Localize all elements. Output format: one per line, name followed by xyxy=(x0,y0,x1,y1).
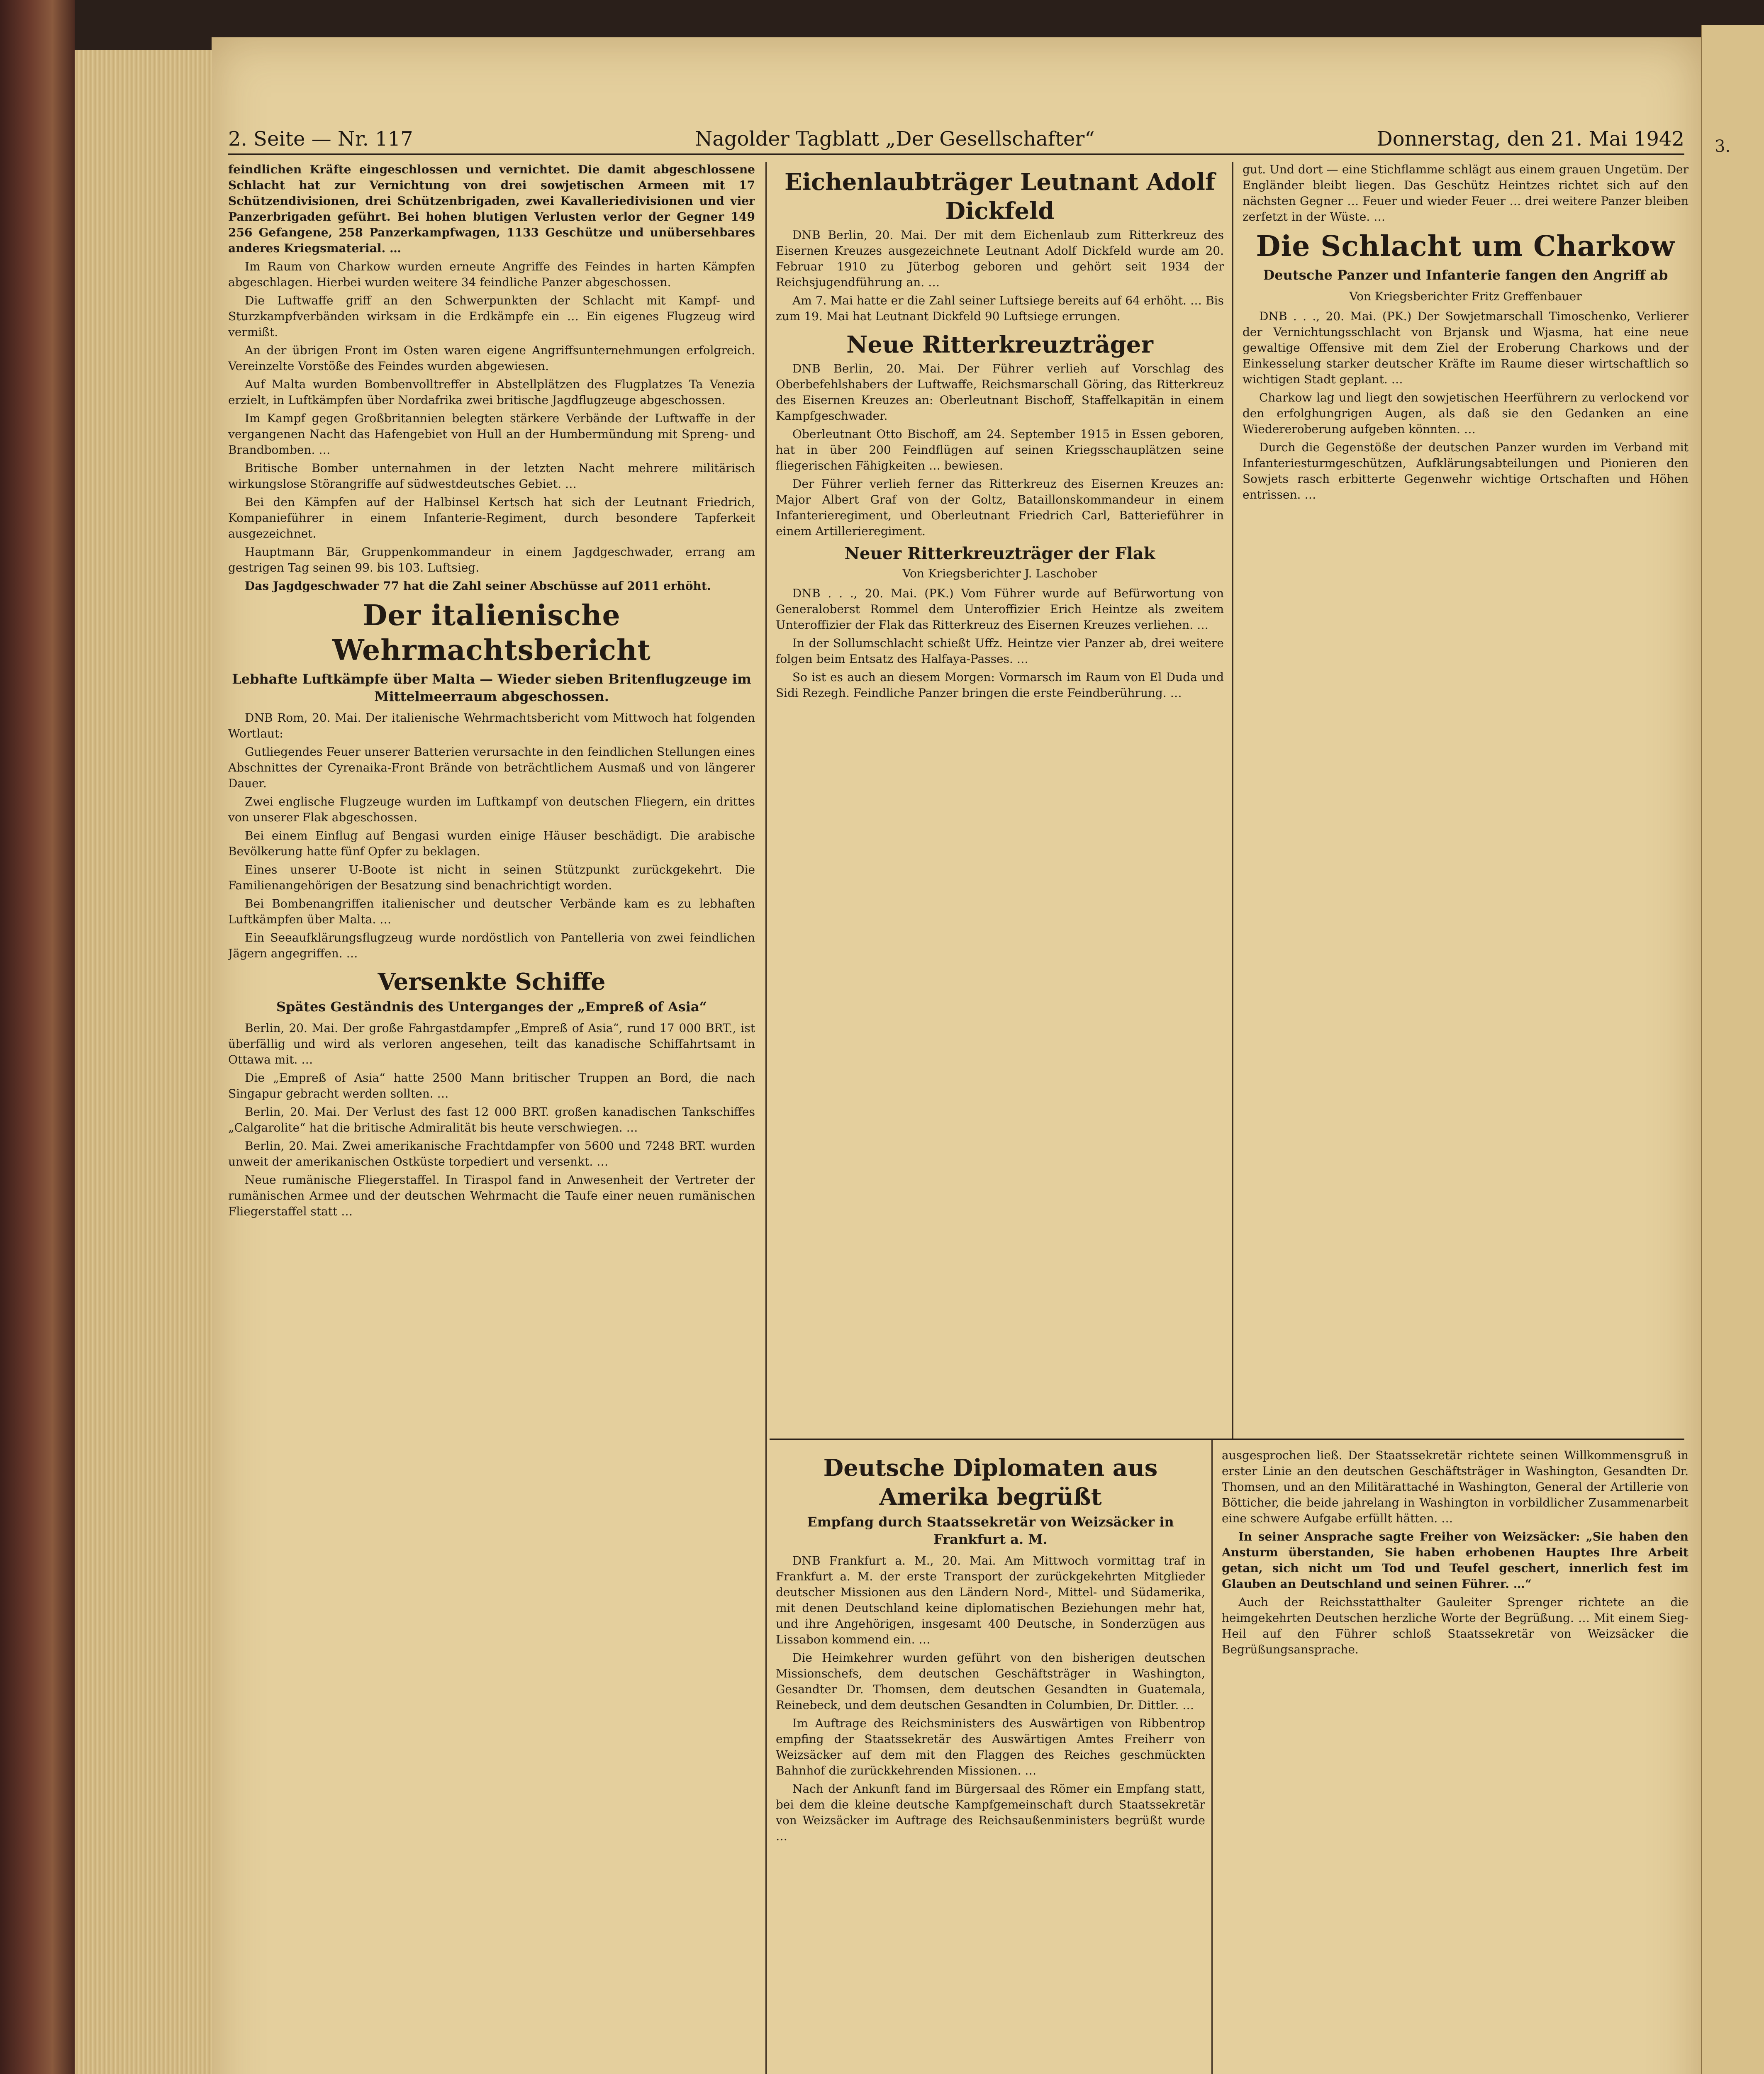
page-number: 2. Seite — Nr. 117 xyxy=(228,127,413,151)
column-2 xyxy=(776,162,1224,1431)
lower-paragraph: Auch der Reichsstatthalter Gauleiter Sprenger richtete an die heimgekehrten Deutschen herzliche Worte der Begrüßung. … Mit einem Sieg-Heil auf den Führer schloß Staatssekretär von Weizsäcker die Begrüßungsansprache. xyxy=(1222,1595,1688,1656)
col1-paragraph: DNB Rom, 20. Mai. Der italienische Wehrmachtsbericht vom Mittwoch hat folgenden Wortlaut: xyxy=(228,711,755,740)
knights-cross-headline: Neue Ritterkreuzträger xyxy=(846,331,1153,358)
charkow-byline: Von Kriegsberichter Fritz Greffenbauer xyxy=(1349,290,1582,303)
col1-paragraph: Eines unserer U-Boote ist nicht in seinen Stützpunkt zurückgekehrt. Die Familienangehörigen der Besatzung sind benachrichtigt worden. xyxy=(228,863,755,892)
sunk-ships-subhead: Spätes Geständnis des Unterganges der „Empreß of Asia“ xyxy=(276,999,707,1015)
lower-paragraph: ausgesprochen ließ. Der Staatssekretär richtete seinen Willkommensgruß in erster Linie an den deutschen Geschäftsträger in Washington, Gesandten Dr. Thomsen, und an den Militärattaché in Washington, General der Artillerie von Bötticher, die beide jahrelang in Washington in vorbildlicher Zusammenarbeit eine schwere Aufgabe erfüllt hätten. … xyxy=(1222,1448,1688,1525)
col1-paragraph: Die „Empreß of Asia“ hatte 2500 Mann britischer Truppen an Bord, die nach Singapur gebracht werden sollten. … xyxy=(228,1071,755,1100)
col1-paragraph: Zwei englische Flugzeuge wurden im Luftkampf von deutschen Fliegern, ein drittes von unserer Flak abgeschossen. xyxy=(228,795,755,824)
column-rule-3 xyxy=(1211,1439,1213,2074)
italian-report-subhead: Lebhafte Luftkämpfe über Malta — Wieder sieben Britenflugzeuge im Mittelmeerraum abgeschossen. xyxy=(232,671,751,704)
diplomats-headline: Deutsche Diplomaten aus Amerika begrüßt xyxy=(823,1454,1158,1511)
diplomats-subhead: Empfang durch Staatssekretär von Weizsäcker in Frankfurt a. M. xyxy=(807,1514,1174,1547)
section-rule xyxy=(770,1439,1684,1440)
charkow-headline: Die Schlacht um Charkow xyxy=(1256,230,1675,263)
column-rule-1 xyxy=(765,162,767,2074)
col1-paragraph: Das Jagdgeschwader 77 hat die Zahl seiner Abschüsse auf 2011 erhöht. xyxy=(245,579,711,593)
col2-paragraph: DNB . . ., 20. Mai. (PK.) Vom Führer wurde auf Befürwortung von Generaloberst Rommel dem Unteroffizier Erich Heintze als zweitem Unteroffizier der Flak das Ritterkreuz des Eisernen Kreuzes verliehen. … xyxy=(776,587,1224,632)
column-rule-2 xyxy=(1232,162,1233,1439)
col1-paragraph: Die Luftwaffe griff an den Schwerpunkten der Schlacht mit Kampf- und Sturzkampfverbänden wirksam in die Erdkämpfe ein … Ein eigenes Flugzeug wird vermißt. xyxy=(228,294,755,339)
col1-paragraph: Im Raum von Charkow wurden erneute Angriffe des Feindes in harten Kämpfen abgeschlagen. Hierbei wurden weitere 34 feindliche Panzer abgeschossen. xyxy=(228,260,755,289)
col1-paragraph: Neue rumänische Fliegerstaffel. In Tiraspol fand in Anwesenheit der Vertreter der rumänischen Armee und der deutschen Wehrmacht die Taufe einer neuen rumänischen Fliegerstaffel statt … xyxy=(228,1173,755,1218)
adjacent-page-number: 3. xyxy=(1715,137,1731,156)
book-spine xyxy=(0,0,75,2074)
page-stack-edge xyxy=(75,50,212,2074)
italian-report-headline: Der italienische Wehrmachtsbericht xyxy=(332,599,651,667)
lower-paragraph: Nach der Ankunft fand im Bürgersaal des Römer ein Empfang statt, bei dem die kleine deutsche Kampfgemeinschaft durch Staatssekretär von Weizsäcker im Auftrage des Reichsaußenministers begrüßt wurde … xyxy=(776,1782,1205,1843)
col1-paragraph: Im Kampf gegen Großbritannien belegten stärkere Verbände der Luftwaffe in der vergangenen Nacht das Hafengebiet von Hull an der Humbermündung mit Spreng- und Brandbomben. … xyxy=(228,411,755,457)
col1-paragraph: An der übrigen Front im Osten waren eigene Angriffsunternehmungen erfolgreich. Vereinzelte Vorstöße des Feindes wurden abgewiesen. xyxy=(228,343,755,373)
lower-paragraph: DNB Frankfurt a. M., 20. Mai. Am Mittwoch vormittag traf in Frankfurt a. M. der erste Transport der zurückgekehrten Mitglieder deutscher Missionen aus den Ländern Nord-, Mittel- und Südamerika, mit denen Deutschland keine diplomatischen Beziehungen mehr hat, und ihre Angehörigen, insgesamt 400 Deutsche, in Sonderzügen aus Lissabon kommend ein. … xyxy=(776,1554,1205,1646)
diplomats-article-right xyxy=(1222,1448,1688,2074)
flak-headline: Neuer Ritterkreuzträger der Flak xyxy=(844,544,1155,563)
col2-paragraph: So ist es auch an diesem Morgen: Vormarsch im Raum von El Duda und Sidi Rezegh. Feindliche Panzer bringen die erste Feindberührung. … xyxy=(776,670,1224,700)
issue-date: Donnerstag, den 21. Mai 1942 xyxy=(1377,127,1684,151)
adjacent-page xyxy=(1701,25,1764,2074)
col2-paragraph: Am 7. Mai hatte er die Zahl seiner Luftsiege bereits auf 64 erhöht. … Bis zum 19. Mai hat Leutnant Dickfeld 90 Luftsiege errungen. xyxy=(776,294,1224,323)
col2-paragraph: Der Führer verlieh ferner das Ritterkreuz des Eisernen Kreuzes an: Major Albert Graf von der Goltz, Bataillonskommandeur in einem Infanterieregiment, und Oberleutnant Friedrich Carl, Batterieführer in einem Artillerieregiment. xyxy=(776,477,1224,538)
diplomats-article-left xyxy=(776,1448,1205,2074)
col1-paragraph: Auf Malta wurden Bombenvolltreffer in Abstellplätzen des Flugplatzes Ta Venezia erzielt, in Luftkämpfen über Nordafrika zwei britische Jagdflugzeuge abgeschossen. xyxy=(228,377,755,407)
column-1 xyxy=(228,162,755,2074)
dickfeld-headline: Eichenlaubträger Leutnant Adolf Dickfeld xyxy=(785,168,1215,225)
col2-paragraph: Oberleutnant Otto Bischoff, am 24. September 1915 in Essen geboren, hat in über 200 Feindflügen auf seinen Kriegsschauplätzen seine fliegerischen Fähigkeiten … bewiesen. xyxy=(776,427,1224,472)
col1-paragraph: Gutliegendes Feuer unserer Batterien verursachte in den feindlichen Stellungen eines Abschnittes der Cyrenaika-Front Brände von beträchtlichem Ausmaß und von längerer Dauer. xyxy=(228,745,755,790)
col1-paragraph: Britische Bomber unternahmen in der letzten Nacht mehrere militärisch wirkungslose Störangriffe auf südwestdeutsches Gebiet. … xyxy=(228,461,755,491)
newspaper-page xyxy=(212,37,1701,2074)
col1-paragraph: Bei einem Einflug auf Bengasi wurden einige Häuser beschädigt. Die arabische Bevölkerung hatte fünf Opfer zu beklagen. xyxy=(228,829,755,858)
col1-paragraph: Berlin, 20. Mai. Der Verlust des fast 12 000 BRT. großen kanadischen Tankschiffes „Calgarolite“ hat die britische Admiralität bis heute verschwiegen. … xyxy=(228,1105,755,1134)
col1-paragraph: Bei den Kämpfen auf der Halbinsel Kertsch hat sich der Leutnant Friedrich, Kompanieführer in einem Infanterie-Regiment, durch besondere Tapferkeit ausgezeichnet. xyxy=(228,495,755,540)
paper-title: Nagolder Tagblatt „Der Gesellschafter“ xyxy=(695,127,1095,151)
col2-paragraph: In der Sollumschlacht schießt Uffz. Heintze vier Panzer ab, drei weitere folgen beim Entsatz des Halfaya-Passes. … xyxy=(776,636,1224,666)
col3-lead: gut. Und dort — eine Stichflamme schlägt aus einem grauen Ungetüm. Der Engländer bleibt liegen. Das Geschütz Heintzes richtet sich auf den nächsten Gegner … Feuer und wieder Feuer … drei weitere Panzer bleiben zerfetzt in der Wüste. … xyxy=(1243,163,1688,224)
col3-paragraph: Durch die Gegenstöße der deutschen Panzer wurden im Verband mit Infanteriesturmgeschützen, Aufklärungsabteilungen und Pionieren den Sowjets rasch erbitterte Gegenwehr wichtige Ortschaften und Höhen entrissen. … xyxy=(1243,441,1688,501)
lower-paragraph: Die Heimkehrer wurden geführt von den bisherigen deutschen Missionschefs, dem deutschen Geschäftsträger in Washington, Gesandter Dr. Thomsen, dem deutschen Gesandten in Guatemala, Reinebeck, und dem deutschen Gesandten in Columbien, Dr. Dittler. … xyxy=(776,1651,1205,1712)
charkow-subhead: Deutsche Panzer und Infanterie fangen den Angriff ab xyxy=(1263,267,1668,283)
sunk-ships-headline: Versenkte Schiffe xyxy=(378,968,606,996)
col3-paragraph: Charkow lag und liegt den sowjetischen Heerführern zu verlockend vor den erfolghungrigen Augen, als daß sie den Gedanken an eine Wiedereroberung aufgeben könnten. … xyxy=(1243,391,1688,436)
lower-paragraph: Im Auftrage des Reichsministers des Auswärtigen von Ribbentrop empfing der Staatssekretär des Auswärtigen Amtes Freiherr von Weizsäcker auf dem mit den Flaggen des Reiches geschmückten Bahnhof die zurückkehrenden Missionen. … xyxy=(776,1716,1205,1777)
lower-paragraph: In seiner Ansprache sagte Freiher von Weizsäcker: „Sie haben den Ansturm überstanden, Sie haben erhobenen Hauptes Ihre Arbeit getan, sich nicht um Tod und Teufel geschert, innerlich fest im Glauben an Deutschland und seinen Führer. …“ xyxy=(1222,1530,1688,1591)
col1-paragraph: Berlin, 20. Mai. Der große Fahrgastdampfer „Empreß of Asia“, rund 17 000 BRT., ist überfällig und wird als verloren angesehen, teilt das kanadische Schiffahrtsamt in Ottawa mit. … xyxy=(228,1021,755,1066)
column-3 xyxy=(1243,162,1688,1431)
col2-paragraph: DNB Berlin, 20. Mai. Der Führer verlieh auf Vorschlag des Oberbefehlshabers der Luftwaffe, Reichsmarschall Göring, das Ritterkreuz des Eisernen Kreuzes an: Oberleutnant Bischoff, Staffelkapitän in einem Kampfgeschwader. xyxy=(776,362,1224,423)
col1-paragraph: Bei Bombenangriffen italienischer und deutscher Verbände kam es zu lebhaften Luftkämpfen über Malta. … xyxy=(228,897,755,926)
col2-paragraph: DNB Berlin, 20. Mai. Der mit dem Eichenlaub zum Ritterkreuz des Eisernen Kreuzes ausgezeichnete Leutnant Adolf Dickfeld wurde am 20. Februar 1910 zu Jüterbog geboren und gehört seit 1934 der Reichsjugendführung an. … xyxy=(776,228,1224,289)
flak-byline: Von Kriegsberichter J. Laschober xyxy=(902,567,1097,580)
col1-paragraph: Ein Seeaufklärungsflugzeug wurde nordöstlich von Pantelleria von zwei feindlichen Jägern angegriffen. … xyxy=(228,931,755,960)
col1-paragraph: Berlin, 20. Mai. Zwei amerikanische Frachtdampfer von 5600 und 7248 BRT. wurden unweit der amerikanischen Ostküste torpediert und versenkt. … xyxy=(228,1139,755,1168)
col1-paragraph: Hauptmann Bär, Gruppenkommandeur in einem Jagdgeschwader, errang am gestrigen Tag seinen 99. bis 103. Luftsieg. xyxy=(228,545,755,574)
col3-paragraph: DNB . . ., 20. Mai. (PK.) Der Sowjetmarschall Timoschenko, Verlierer der Vernichtungsschlacht von Brjansk und Wjasma, hat eine neue gewaltige Offensive mit dem Ziel der Eroberung Charkows und der Einkesselung starker deutscher Kräfte im Raume dieser wirtschaftlich so wichtigen Stadt geplant. … xyxy=(1243,309,1688,386)
col1-lead: feindlichen Kräfte eingeschlossen und vernichtet. Die damit abgeschlossene Schlacht hat zur Vernichtung von drei sowjetischen Armeen mit 17 Schützendivisionen, drei Schützenbrigaden, zwei Kavalleriedivisionen und vier Panzerbrigaden geführt. Bei hohen blutigen Verlusten verlor der Gegner 149 256 Gefangene, 258 Panzerkampfwagen, 1133 Geschütze und unübersehbares anderes Kriegsmaterial. … xyxy=(228,163,755,255)
masthead xyxy=(228,124,1684,155)
